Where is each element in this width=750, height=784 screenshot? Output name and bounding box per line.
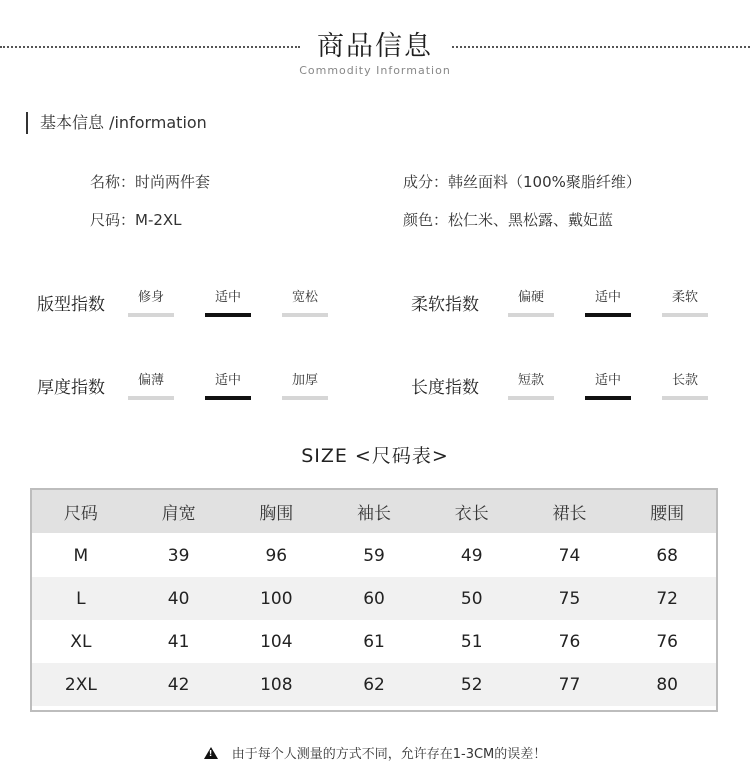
table-cell: 62 xyxy=(363,674,385,695)
table-cell: 74 xyxy=(558,545,581,566)
table-cell: 41 xyxy=(167,631,190,652)
basic-info-heading: 基本信息 /information xyxy=(26,112,207,134)
table-cell: 60 xyxy=(363,588,385,609)
table-cell: 104 xyxy=(260,631,293,652)
product-colors: 颜色：松仁米、黑松露、戴妃蓝 xyxy=(403,211,614,229)
table-cell: 77 xyxy=(558,674,581,695)
table-header-cell: 肩宽 xyxy=(161,504,196,524)
measurement-note xyxy=(0,743,750,762)
table-cell: 61 xyxy=(363,631,385,652)
table-cell: 75 xyxy=(558,588,581,609)
fit-option: 适中 xyxy=(205,286,251,317)
thickness-option: 加厚 xyxy=(282,369,328,400)
size-table xyxy=(30,488,718,712)
page-header xyxy=(0,22,750,82)
table-cell: 96 xyxy=(265,545,288,566)
softness-index-label: 柔软指数 xyxy=(411,295,479,315)
thickness-option: 偏薄 xyxy=(128,369,174,400)
table-header-row xyxy=(32,490,716,533)
softness-option: 适中 xyxy=(585,286,631,317)
product-name: 名称：时尚两件套 xyxy=(90,173,211,191)
thickness-index-label: 厚度指数 xyxy=(37,378,105,398)
softness-option: 柔软 xyxy=(662,286,708,317)
product-size-range: 尺码：M-2XL xyxy=(90,211,182,229)
table-cell: M xyxy=(73,545,89,566)
table-cell: 39 xyxy=(167,545,190,566)
length-option: 短款 xyxy=(508,369,554,400)
thickness-option: 适中 xyxy=(205,369,251,400)
softness-option: 偏硬 xyxy=(508,286,554,317)
measurement-note-text: 由于每个人测量的方式不同，允许存在1-3CM的误差！ xyxy=(231,747,547,762)
size-chart-title: SIZE <尺码表> xyxy=(301,445,449,467)
table-cell: 108 xyxy=(260,674,293,695)
table-header-cell: 尺码 xyxy=(63,504,98,524)
table-cell: 40 xyxy=(167,588,190,609)
table-cell: 52 xyxy=(460,674,483,695)
page-subtitle: Commodity Information xyxy=(299,64,451,77)
table-row xyxy=(32,577,716,620)
table-cell: 49 xyxy=(460,545,483,566)
table-cell: L xyxy=(76,588,86,609)
table-cell: 76 xyxy=(656,631,678,652)
table-header-cell: 衣长 xyxy=(454,504,489,524)
table-cell: 59 xyxy=(363,545,385,566)
table-header-cell: 腰围 xyxy=(650,504,685,524)
table-row xyxy=(32,620,716,663)
table-header-cell: 袖长 xyxy=(357,504,392,524)
fit-option: 修身 xyxy=(128,286,174,317)
table-cell: XL xyxy=(70,631,92,652)
length-option: 长款 xyxy=(662,369,708,400)
table-header-cell: 胸围 xyxy=(259,504,294,524)
length-option: 适中 xyxy=(585,369,631,400)
fit-option: 宽松 xyxy=(282,286,328,317)
table-cell: 50 xyxy=(460,588,483,609)
table-row xyxy=(32,534,716,577)
page-title: 商品信息 xyxy=(317,31,433,62)
table-cell: 68 xyxy=(656,545,678,566)
warning-icon xyxy=(204,747,218,759)
table-cell: 51 xyxy=(460,631,483,652)
table-row xyxy=(32,663,716,706)
length-index-label: 长度指数 xyxy=(411,378,479,398)
table-header-cell: 裙长 xyxy=(552,504,587,524)
table-cell: 42 xyxy=(167,674,190,695)
fit-index-label: 版型指数 xyxy=(37,295,105,315)
table-cell: 80 xyxy=(656,674,678,695)
product-composition: 成分：韩丝面料（100%聚脂纤维） xyxy=(403,173,641,191)
table-cell: 72 xyxy=(656,588,678,609)
table-cell: 76 xyxy=(558,631,581,652)
table-cell: 2XL xyxy=(64,674,97,695)
table-cell: 100 xyxy=(260,588,293,609)
